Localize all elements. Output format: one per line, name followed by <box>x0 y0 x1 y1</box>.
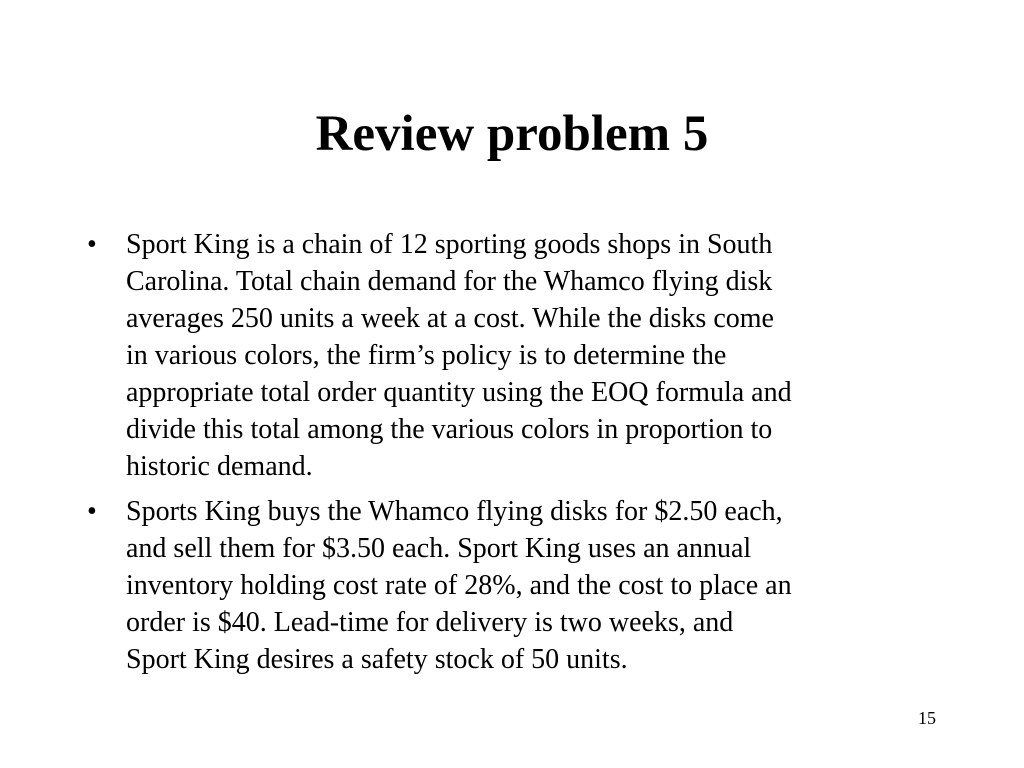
bullet-icon: • <box>87 496 97 527</box>
bullet-line: and sell them for $3.50 each. Sport King uses an annual <box>126 533 752 564</box>
bullet-line: averages 250 units a week at a cost. While the disks come <box>126 303 774 334</box>
bullet-line: in various colors, the firm’s policy is to determine the <box>126 340 727 371</box>
bullet-line: inventory holding cost rate of 28%, and the cost to place an <box>126 570 792 601</box>
bullet-line: Carolina. Total chain demand for the Whamco flying disk <box>126 266 773 297</box>
bullet-item-2 <box>84 493 954 678</box>
bullet-line: historic demand. <box>126 451 313 482</box>
bullet-line: Sport King is a chain of 12 sporting goods shops in South <box>126 229 773 260</box>
bullet-line: Sports King buys the Whamco flying disks for $2.50 each, <box>126 496 783 527</box>
bullet-line: divide this total among the various colors in proportion to <box>126 414 773 445</box>
bullet-list <box>84 226 954 686</box>
bullet-line: order is $40. Lead-time for delivery is two weeks, and <box>126 607 734 638</box>
bullet-line: appropriate total order quantity using the EOQ formula and <box>126 377 792 408</box>
bullet-icon: • <box>87 229 97 260</box>
bullet-item-1 <box>84 226 954 485</box>
page-number: 15 <box>918 708 936 728</box>
slide-title: Review problem 5 <box>315 106 709 162</box>
bullet-line: Sport King desires a safety stock of 50 units. <box>126 644 628 675</box>
